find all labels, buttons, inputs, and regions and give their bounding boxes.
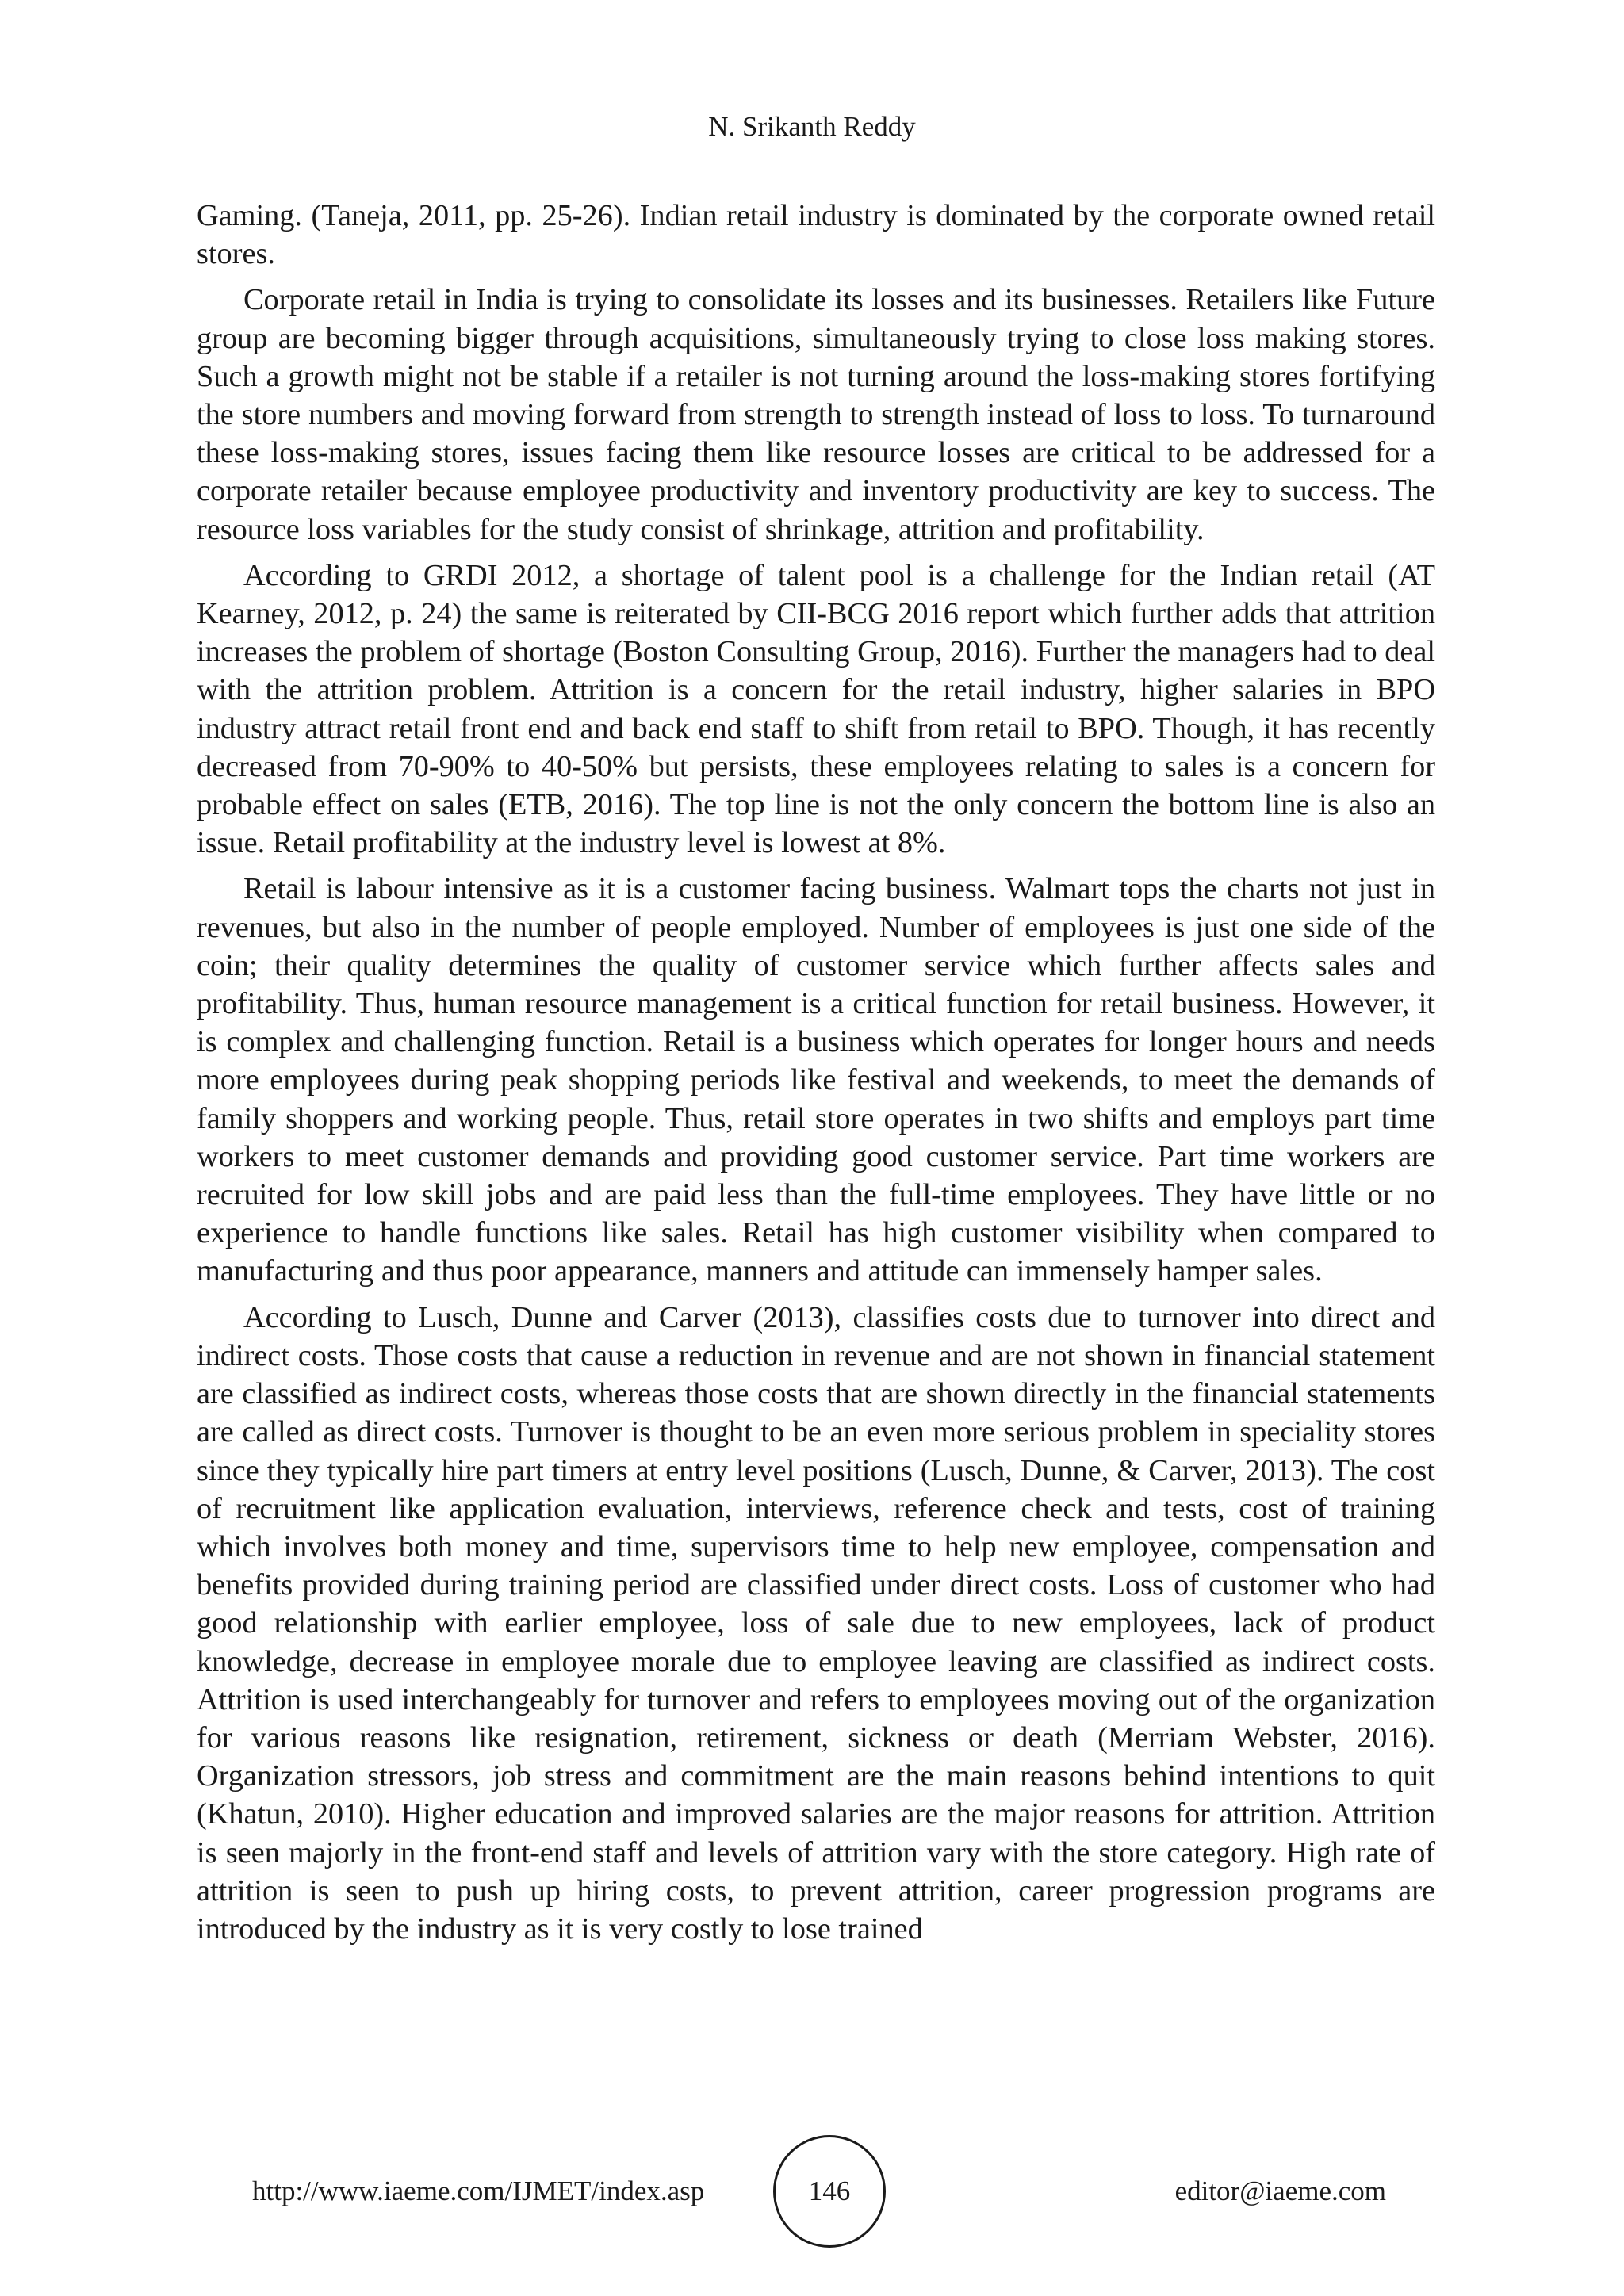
page-number: 146	[808, 2175, 851, 2206]
footer-email: editor@iaeme.com	[1174, 2175, 1386, 2206]
page-number-badge	[773, 2135, 886, 2248]
paragraph: According to GRDI 2012, a shortage of talent pool is a challenge for the Indian retail (AT Kearney, 2012, p. 24) the same is reiterated by CII-BCG 2016 report which further adds that attrition increases the problem of shortage (Boston Consulting Group, 2016). Further the managers had to deal with the attrition problem. Attrition is a concern for the retail industry, higher salaries in BPO industry attract retail front end and back end staff to shift from retail to BPO. Though, it has recently decreased from 70-90% to 40-50% but persists, these employees relating to sales is a concern for probable effect on sales (ETB, 2016). The top line is not the only concern the bottom line is also an issue. Retail profitability at the industry level is lowest at 8%.	[197, 558, 1435, 860]
paragraph: Retail is labour intensive as it is a customer facing business. Walmart tops the charts not just in revenues, but also in the number of people employed. Number of employees is just one side of the coin; their quality determines the quality of customer service which further affects sales and profitability. Thus, human resource management is a critical function for retail business. However, it is complex and challenging function. Retail is a business which operates for longer hours and needs more employees during peak shopping periods like festival and weekends, to meet the demands of family shoppers and working people. Thus, retail store operates in two shifts and employs part time workers to meet customer demands and providing good customer service. Part time workers are recruited for low skill jobs and are paid less than the full-time employees. They have little or no experience to handle functions like sales. Retail has high customer visibility when compared to manufacturing and thus poor appearance, manners and attitude can immensely hamper sales.	[197, 872, 1435, 1288]
paragraph: Corporate retail in India is trying to consolidate its losses and its businesses. Retailers like Future group are becoming bigger through acquisitions, simultaneously trying to close loss making stores. Such a growth might not be stable if a retailer is not turning around the loss-making stores fortifying the store numbers and moving forward from strength to strength instead of loss to loss. To turnaround these loss-making stores, issues facing them like resource losses are critical to be addressed for a corporate retailer because employee productivity and inventory productivity are key to success. The resource loss variables for the study consist of shrinkage, attrition and profitability.	[197, 283, 1435, 546]
running-header-author: N. Srikanth Reddy	[708, 111, 916, 142]
paragraph: According to Lusch, Dunne and Carver (2013), classifies costs due to turnover into direct and indirect costs. Those costs that cause a reduction in revenue and are not shown in financial statement are classified as indirect costs, whereas those costs that are shown directly in the financial statements are called as direct costs. Turnover is thought to be an even more serious problem in speciality stores since they typically hire part timers at entry level positions (Lusch, Dunne, & Carver, 2013). The cost of recruitment like application evaluation, interviews, reference check and tests, cost of training which involves both money and time, supervisors time to help new employee, compensation and benefits provided during training period are classified under direct costs. Loss of customer who had good relationship with earlier employee, loss of sale due to new employees, lack of product knowledge, decrease in employee morale due to employee leaving are classified as indirect costs. Attrition is used interchangeably for turnover and refers to employees moving out of the organization for various reasons like resignation, retirement, sickness or death (Merriam Webster, 2016). Organization stressors, job stress and commitment are the main reasons behind intentions to quit (Khatun, 2010). Higher education and improved salaries are the major reasons for attrition. Attrition is seen majorly in the front-end staff and levels of attrition vary with the store category. High rate of attrition is seen to push up hiring costs, to prevent attrition, career progression programs are introduced by the industry as it is very costly to lose trained	[197, 1300, 1435, 1946]
footer-url: http://www.iaeme.com/IJMET/index.asp	[252, 2175, 705, 2206]
article-body	[197, 197, 1435, 1948]
paragraph-continuation: Gaming. (Taneja, 2011, pp. 25-26). Indian retail industry is dominated by the corporate owned retail stores.	[197, 199, 1435, 271]
